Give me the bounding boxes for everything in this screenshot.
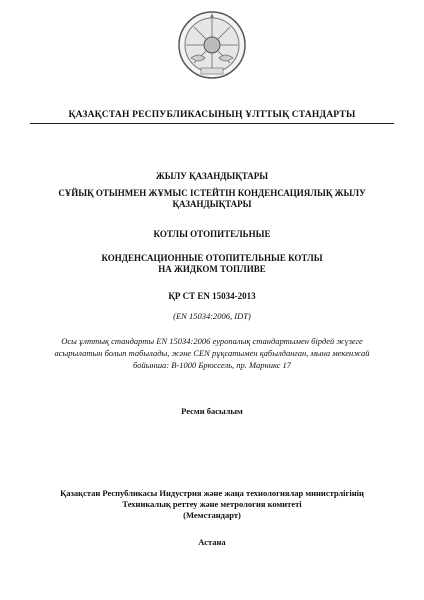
title-ru-line1: КОТЛЫ ОТОПИТЕЛЬНЫЕ (153, 229, 271, 239)
note-line1: Осы ұлттық стандарты EN 15034:2006 еуропалық стандартымен бірдей жүзеге (61, 336, 363, 346)
state-emblem-icon (177, 10, 247, 80)
standard-type-heading: ҚАЗАҚСТАН РЕСПУБЛИКАСЫНЫҢ ҰЛТТЫҚ СТАНДАРТЫ (68, 110, 356, 120)
title-kz-line1: ЖЫЛУ ҚАЗАНДЫҚТАРЫ (155, 171, 269, 181)
standard-equivalence: (EN 15034:2006, IDT) (173, 311, 251, 321)
standard-code: ҚР СТ EN 15034-2013 (168, 291, 256, 301)
title-ru-line2: КОНДЕНСАЦИОННЫЕ ОТОПИТЕЛЬНЫЕ КОТЛЫ (101, 253, 323, 263)
note-line3: бойынша: B-1000 Брюссель, пр. Марникс 17 (132, 360, 292, 370)
edition-label: Ресми басылым (181, 406, 243, 416)
publisher-line1: Қазақстан Республикасы Индустрия және жаңа технологиялар министрлігінің (60, 488, 364, 498)
title-kz-line2: СҰЙЫҚ ОТЫНМЕН ЖҰМЫС ІСТЕЙТІН КОНДЕНСАЦИЯЛЫҚ ЖЫЛУ (58, 188, 366, 198)
title-ru-line3: НА ЖИДКОМ ТОПЛИВЕ (158, 264, 266, 274)
adoption-note (42, 335, 382, 371)
publisher-line2: Техникалық реттеу және метрология комитеті (122, 499, 302, 509)
note-line2: асырылатын болып табылады, және CEN рұқсатымен қабылданған, мына мекенжай (54, 348, 370, 358)
title-kz-line3: ҚАЗАНДЫҚТАРЫ (172, 199, 252, 209)
header-divider (30, 123, 394, 124)
city-label: Астана (198, 537, 226, 547)
publisher-line3: (Мемстандарт) (183, 510, 241, 520)
